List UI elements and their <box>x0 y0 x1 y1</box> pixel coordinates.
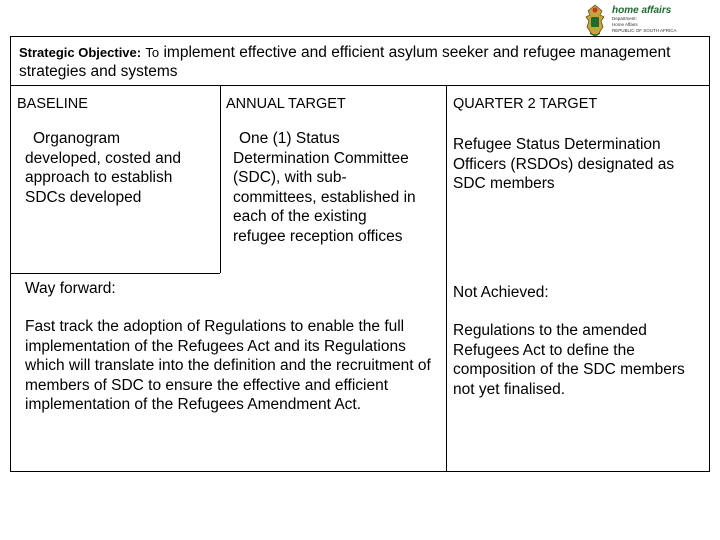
strategic-objective-row <box>11 37 709 86</box>
logo-line-home-affairs: Home Affairs <box>612 22 638 27</box>
coat-of-arms-icon <box>582 3 608 39</box>
way-forward-text: Fast track the adoption of Regulations to enable the full implementation of the Refugees Act and its Regulations which will translate into the definition and the recruitment of members of SDC to ensure the effective and efficient implementation of the Refugees Amendment Act. <box>25 318 431 413</box>
logo-title: home affairs <box>612 5 672 16</box>
annual-target-cell: One (1) Status Determination Committee (SDC), with sub-committees, established in each of the existing refugee reception offices <box>233 130 416 245</box>
logo-line-republic: REPUBLIC OF SOUTH AFRICA <box>612 28 677 33</box>
baseline-cell: Organogram developed, costed and approach to establish SDCs developed <box>25 130 181 206</box>
way-forward-label: Way forward: <box>25 280 116 297</box>
quarter-target-cell: Refugee Status Determination Officers (RSDOs) designated as SDC members <box>453 136 675 192</box>
divider-way-forward <box>11 273 220 274</box>
divider-col-1 <box>220 85 221 273</box>
divider-col-2 <box>446 85 447 471</box>
strategic-objective <box>19 43 699 81</box>
objective-label: Strategic Objective: <box>19 45 142 60</box>
objective-table <box>10 36 710 472</box>
logo-line-department: Department: <box>612 16 637 21</box>
column-header-baseline: BASELINE <box>17 96 88 112</box>
objective-text: implement effective and efficient asylum seeker and refugee management strategies and systems <box>19 44 671 80</box>
column-header-annual-target: ANNUAL TARGET <box>226 96 346 112</box>
status-text: Regulations to the amended Refugees Act to define the composition of the SDC members not yet finalised. <box>453 322 685 398</box>
column-header-quarter-target: QUARTER 2 TARGET <box>453 96 598 112</box>
status-label: Not Achieved: <box>453 284 549 301</box>
objective-to: To <box>145 45 160 60</box>
